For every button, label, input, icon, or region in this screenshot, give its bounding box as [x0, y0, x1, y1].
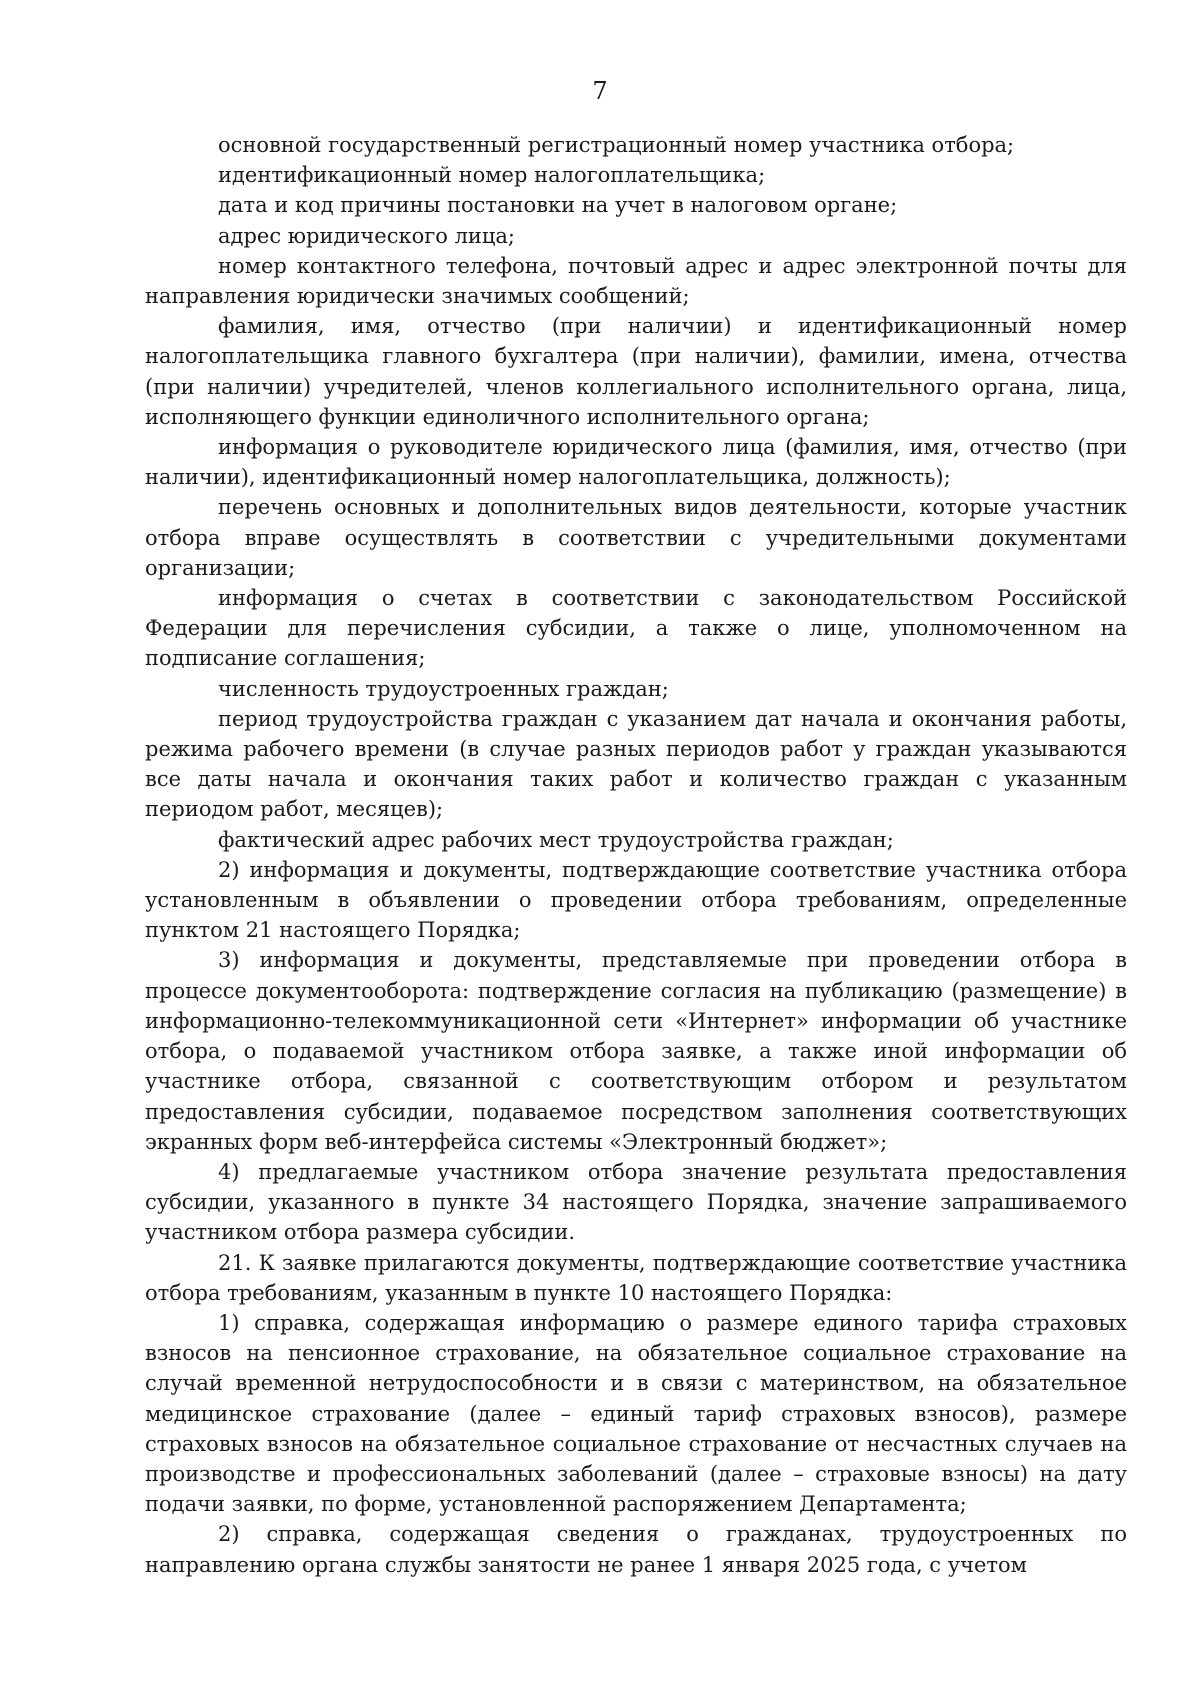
paragraph-ogrn: основной государственный регистрационный номер участника отбора; [218, 133, 1015, 157]
page-number: 7 [592, 77, 608, 105]
paragraph-contacts: номер контактного телефона, почтовый адрес и адрес электронной почты для направления юридически значимых сообщений; [145, 253, 1127, 309]
paragraph-accountant-founders: фамилия, имя, отчество (при наличии) и идентификационный номер налогоплательщика главного бухгалтера (при наличии), фамилии, имена, отчества (при наличии) учредителей, членов коллегиального исполнительного органа, лица, исполняющего функции единоличного исполнительного органа; [145, 314, 1127, 429]
paragraph-clause-21-item-1: 1) справка, содержащая информацию о размере единого тарифа страховых взносов на пенсионное страхование, на обязательное социальное страхование на случай временной нетрудоспособности и в связи с материнством, на обязательное медицинское страхование (далее – единый тариф страховых взносов), размере страховых взносов на обязательное социальное страхование от несчастных случаев на производстве и профессиональных заболеваний (далее – страховые взносы) на дату подачи заявки, по форме, установленной распоряжением Департамента; [145, 1310, 1127, 1517]
document-body [145, 130, 1127, 1580]
paragraph-clause-21: 21. К заявке прилагаются документы, подтверждающие соответствие участника отбора требованиям, указанным в пункте 10 настоящего Порядка: [145, 1250, 1127, 1305]
paragraph-kpp: дата и код причины постановки на учет в налоговом органе; [218, 193, 898, 218]
paragraph-inn: идентификационный номер налогоплательщика; [218, 163, 766, 188]
paragraph-item-4: 4) предлагаемые участником отбора значение результата предоставления субсидии, указанного в пункте 34 настоящего Порядка, значение запрашиваемого участником отбора размера субсидии. [145, 1159, 1127, 1245]
paragraph-workplace-address: фактический адрес рабочих мест трудоустройства граждан; [218, 827, 894, 852]
paragraph-activities: перечень основных и дополнительных видов деятельности, которые участник отбора вправе осуществлять в соответствии с учредительными документами организации; [145, 495, 1127, 580]
paragraph-head-info: информация о руководителе юридического лица (фамилия, имя, отчество (при наличии), идентификационный номер налогоплательщика, должность); [145, 435, 1127, 490]
paragraph-clause-21-item-2: 2) справка, содержащая сведения о гражданах, трудоустроенных по направлению органа службы занятости не ранее 1 января 2025 года, с учетом [145, 1522, 1127, 1577]
paragraph-item-2: 2) информация и документы, подтверждающие соответствие участника отбора установленным в объявлении о проведении отбора требованиям, определенные пунктом 21 настоящего Порядка; [145, 857, 1127, 943]
paragraph-employment-period: период трудоустройства граждан с указанием дат начала и окончания работы, режима рабочего времени (в случае разных периодов работ у граждан указываются все даты начала и окончания таких работ и количество граждан с указанным периодом работ, месяцев); [145, 706, 1127, 822]
paragraph-employed-count: численность трудоустроенных граждан; [218, 676, 669, 701]
paragraph-legal-address: адрес юридического лица; [218, 223, 516, 248]
paragraph-item-3: 3) информация и документы, представляемые при проведении отбора в процессе документооборота: подтверждение согласия на публикацию (размещение) в информационно-телекоммуникационной сети «Интернет» информации об участнике отбора, о подаваемой участником отбора заявке, а также иной информации об участнике отбора, связанной с соответствующим отбором и результатом предоставления субсидии, подаваемое посредством заполнения соответствующих экранных форм веб-интерфейса системы «Электронный бюджет»; [145, 948, 1127, 1154]
paragraph-accounts: информация о счетах в соответствии с законодательством Российской Федерации для перечисления субсидии, а также о лице, уполномоченном на подписание соглашения; [145, 586, 1127, 671]
